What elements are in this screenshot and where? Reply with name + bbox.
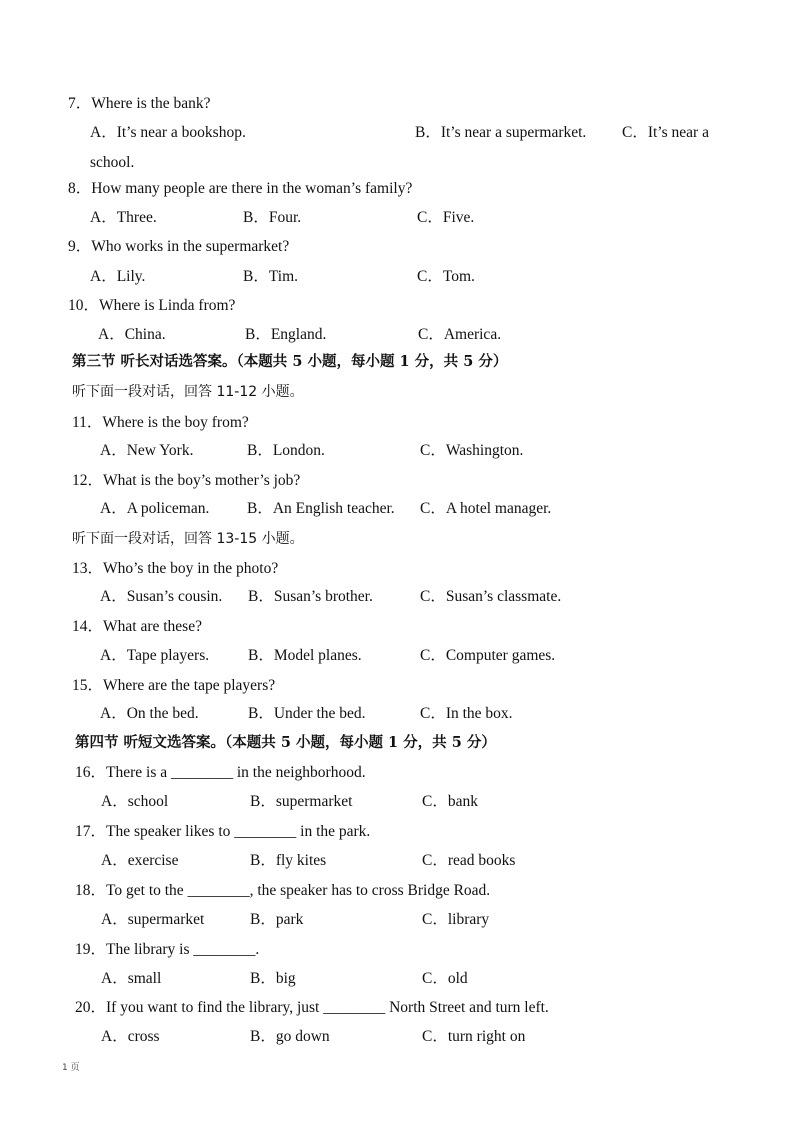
- question-11: 11．Where is the boy from?: [72, 414, 249, 431]
- option-12c: C．A hotel manager.: [420, 500, 552, 517]
- option-9a: A．Lily.: [90, 268, 146, 285]
- section-4-title: 第四节 听短文选答案。（本题共 5 小题，每小题 1 分，共 5 分）: [75, 734, 496, 751]
- option-8c: C．Five.: [417, 209, 475, 226]
- section-3-instruction-2: 听下面一段对话，回答 13-15 小题。: [72, 531, 304, 547]
- option-18c: C．library: [422, 911, 490, 928]
- page-number: 1 页: [62, 1063, 80, 1073]
- option-17a: A．exercise: [101, 852, 179, 869]
- option-14c: C．Computer games.: [420, 647, 556, 664]
- option-11c: C．Washington.: [420, 442, 524, 459]
- option-7b: B．It’s near a supermarket.: [415, 124, 587, 141]
- question-14: 14．What are these?: [72, 618, 202, 635]
- option-14b: B．Model planes.: [248, 647, 362, 664]
- option-15b: B．Under the bed.: [248, 705, 366, 722]
- option-7a: A．It’s near a bookshop.: [90, 124, 246, 141]
- option-20b: B．go down: [250, 1028, 330, 1045]
- option-15a: A．On the bed.: [100, 705, 199, 722]
- option-13c: C．Susan’s classmate.: [420, 588, 562, 605]
- question-20: 20．If you want to find the library, just ________ North Street and turn left.: [75, 999, 549, 1016]
- option-7c: C．It’s near a: [622, 124, 709, 141]
- option-15c: C．In the box.: [420, 705, 513, 722]
- question-16: 16．There is a ________ in the neighborhood.: [75, 764, 366, 781]
- option-17c: C．read books: [422, 852, 516, 869]
- option-11a: A．New York.: [100, 442, 194, 459]
- option-20c: C．turn right on: [422, 1028, 526, 1045]
- option-11b: B．London.: [247, 442, 325, 459]
- option-19a: A．small: [101, 970, 162, 987]
- question-19: 19．The library is ________.: [75, 941, 260, 958]
- option-10c: C．America.: [418, 326, 502, 343]
- option-8a: A．Three.: [90, 209, 157, 226]
- question-18: 18．To get to the ________, the speaker has to cross Bridge Road.: [75, 882, 491, 899]
- option-16b: B．supermarket: [250, 793, 353, 810]
- option-8b: B．Four.: [243, 209, 302, 226]
- option-9b: B．Tim.: [243, 268, 298, 285]
- option-18b: B．park: [250, 911, 304, 928]
- section-3-instruction-1: 听下面一段对话，回答 11-12 小题。: [72, 384, 304, 400]
- option-16a: A．school: [101, 793, 169, 810]
- option-14a: A．Tape players.: [100, 647, 210, 664]
- question-8: 8．How many people are there in the woman’s family?: [68, 180, 413, 197]
- option-10b: B．England.: [245, 326, 327, 343]
- question-15: 15．Where are the tape players?: [72, 677, 276, 694]
- option-19c: C．old: [422, 970, 468, 987]
- option-7c-cont: school.: [90, 154, 135, 171]
- option-17b: B．fly kites: [250, 852, 327, 869]
- question-7: 7．Where is the bank?: [68, 95, 211, 112]
- option-19b: B．big: [250, 970, 296, 987]
- option-20a: A．cross: [101, 1028, 160, 1045]
- option-16c: C．bank: [422, 793, 478, 810]
- option-10a: A．China.: [98, 326, 166, 343]
- option-12b: B．An English teacher.: [247, 500, 395, 517]
- option-13a: A．Susan’s cousin.: [100, 588, 223, 605]
- question-17: 17．The speaker likes to ________ in the park.: [75, 823, 371, 840]
- question-10: 10．Where is Linda from?: [68, 297, 236, 314]
- option-13b: B．Susan’s brother.: [248, 588, 373, 605]
- option-18a: A．supermarket: [101, 911, 205, 928]
- option-9c: C．Tom.: [417, 268, 475, 285]
- question-9: 9．Who works in the supermarket?: [68, 238, 290, 255]
- question-12: 12．What is the boy’s mother’s job?: [72, 472, 301, 489]
- section-3-title: 第三节 听长对话选答案。（本题共 5 小题，每小题 1 分，共 5 分）: [72, 353, 508, 370]
- option-12a: A．A policeman.: [100, 500, 210, 517]
- question-13: 13．Who’s the boy in the photo?: [72, 560, 279, 577]
